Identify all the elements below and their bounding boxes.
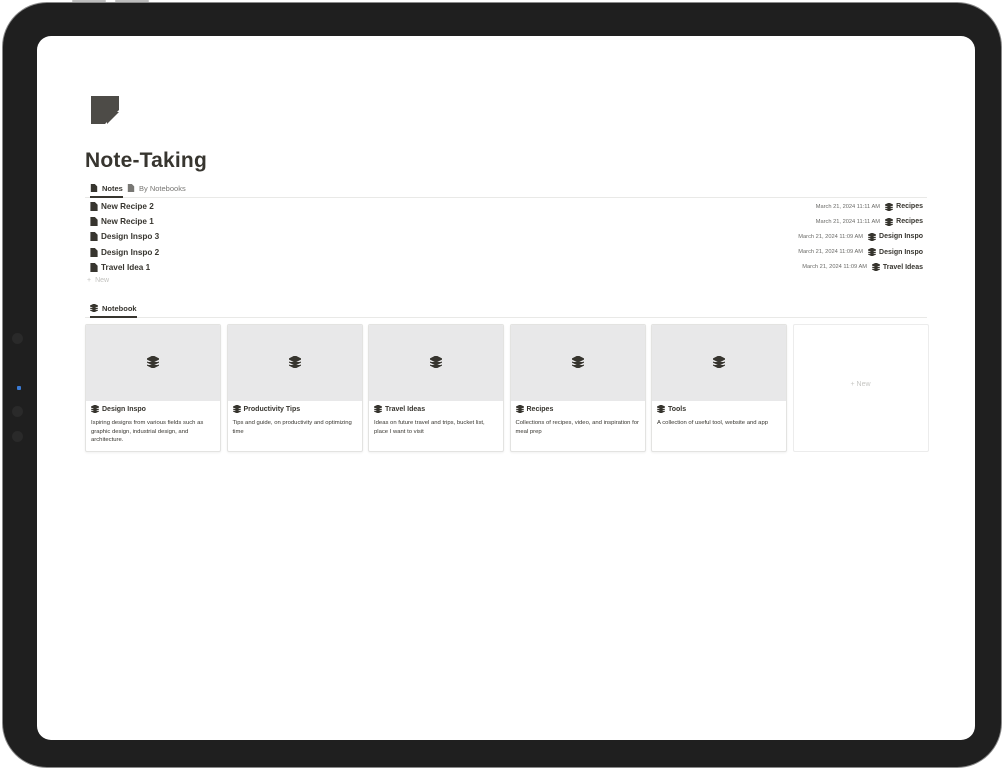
side-button bbox=[12, 333, 23, 344]
note-date: March 21, 2024 11:11 AM bbox=[815, 203, 880, 210]
stack-icon bbox=[516, 405, 524, 413]
card-title bbox=[374, 405, 425, 413]
new-label: New bbox=[95, 277, 110, 284]
card-title bbox=[657, 405, 686, 413]
side-button bbox=[12, 431, 23, 442]
view-tabs bbox=[85, 180, 927, 198]
new-label: New bbox=[856, 381, 871, 388]
stack-icon bbox=[713, 356, 725, 368]
list-item[interactable] bbox=[85, 260, 927, 275]
notebook-label: Travel Ideas bbox=[882, 263, 923, 271]
card-title-text: Design Inspo bbox=[102, 405, 146, 413]
notebook-label: Design Inspo bbox=[879, 248, 923, 256]
notebook-label: Recipes bbox=[896, 218, 923, 226]
card-title-text: Travel Ideas bbox=[385, 405, 426, 413]
stack-icon bbox=[572, 356, 584, 368]
note-date: March 21, 2024 11:11 AM bbox=[815, 218, 880, 225]
note-title: Design Inspo 3 bbox=[101, 232, 160, 242]
stack-icon bbox=[289, 356, 301, 368]
note-notebook[interactable] bbox=[885, 203, 923, 211]
card-title-text: Recipes bbox=[526, 405, 554, 413]
sticky-note-icon bbox=[91, 96, 119, 124]
note-date: March 21, 2024 11:09 AM bbox=[798, 249, 863, 256]
card-description: Ispiring designs from various fields such as graphic design, industrial design, and architecture. bbox=[91, 420, 204, 444]
list-item[interactable] bbox=[85, 214, 927, 229]
note-title: New Recipe 1 bbox=[101, 217, 154, 227]
stack-icon bbox=[885, 218, 893, 226]
power-button bbox=[115, 0, 149, 2]
list-item[interactable] bbox=[85, 199, 927, 214]
stack-icon bbox=[147, 356, 159, 368]
card-title bbox=[233, 405, 301, 413]
notebook-label: Design Inspo bbox=[879, 233, 923, 241]
card-title-text: Tools bbox=[668, 405, 687, 413]
card-title-text: Productivity Tips bbox=[243, 405, 301, 413]
tab-label: Notebook bbox=[102, 303, 137, 313]
card-title bbox=[91, 405, 146, 413]
document-icon bbox=[90, 248, 98, 257]
new-notebook-card[interactable] bbox=[793, 324, 929, 452]
tab-notebook[interactable] bbox=[90, 300, 137, 316]
plus-icon: + bbox=[87, 277, 92, 284]
note-date: March 21, 2024 11:09 AM bbox=[802, 264, 867, 271]
notebook-label: Recipes bbox=[896, 203, 923, 211]
card-description: Collections of recipes, video, and inspiration for meal prep bbox=[515, 420, 639, 435]
note-title: Travel Idea 1 bbox=[101, 262, 151, 272]
new-note-button[interactable] bbox=[87, 277, 109, 284]
stack-icon bbox=[233, 405, 241, 413]
stack-icon bbox=[91, 405, 99, 413]
tab-label: Notes bbox=[102, 183, 123, 193]
card-description: Ideas on future travel and trips, bucket list, place I want to visit bbox=[374, 420, 485, 435]
note-date: March 21, 2024 11:09 AM bbox=[798, 233, 863, 240]
note-title: Design Inspo 2 bbox=[101, 247, 160, 257]
stack-icon bbox=[885, 203, 893, 211]
notebook-card[interactable] bbox=[368, 324, 504, 452]
notebook-card[interactable] bbox=[651, 324, 787, 452]
new-notebook-label bbox=[794, 381, 928, 388]
document-icon bbox=[90, 232, 98, 241]
card-description: Tips and guide, on productivity and optimizing time bbox=[232, 420, 352, 435]
card-cover bbox=[369, 325, 503, 401]
notebook-gallery bbox=[85, 324, 928, 451]
stack-icon bbox=[657, 405, 665, 413]
stack-icon bbox=[90, 304, 98, 312]
note-title: New Recipe 2 bbox=[101, 202, 154, 212]
tab-by-notebooks[interactable] bbox=[127, 180, 186, 196]
card-cover bbox=[228, 325, 362, 401]
list-item[interactable] bbox=[85, 245, 927, 260]
card-description: A collection of useful tool, website and app bbox=[657, 420, 769, 426]
stack-icon bbox=[430, 356, 442, 368]
tablet-frame bbox=[3, 3, 1001, 767]
notebook-card[interactable] bbox=[227, 324, 363, 452]
document-icon bbox=[127, 184, 135, 192]
screen bbox=[37, 36, 975, 740]
note-notebook[interactable] bbox=[885, 218, 923, 226]
note-notebook[interactable] bbox=[868, 233, 923, 241]
volume-button bbox=[72, 0, 106, 2]
document-icon bbox=[90, 263, 98, 272]
stack-icon bbox=[374, 405, 382, 413]
document-icon bbox=[90, 217, 98, 226]
tab-notes[interactable] bbox=[90, 180, 123, 196]
document-icon bbox=[90, 202, 98, 211]
card-cover bbox=[86, 325, 220, 401]
note-notebook[interactable] bbox=[872, 263, 923, 271]
document-icon bbox=[90, 184, 98, 192]
camera-indicator bbox=[17, 386, 21, 390]
notebook-card[interactable] bbox=[510, 324, 646, 452]
stack-icon bbox=[868, 248, 876, 256]
notes-list bbox=[85, 199, 927, 275]
card-cover bbox=[652, 325, 786, 401]
card-cover bbox=[511, 325, 645, 401]
stack-icon bbox=[868, 233, 876, 241]
plus-icon: + bbox=[850, 381, 855, 388]
card-title bbox=[516, 405, 554, 413]
list-item[interactable] bbox=[85, 229, 927, 244]
page-title: Note-Taking bbox=[85, 149, 207, 172]
tab-label: By Notebooks bbox=[139, 183, 186, 193]
side-button bbox=[12, 406, 23, 417]
stack-icon bbox=[872, 263, 880, 271]
notebook-view-tabs bbox=[85, 300, 927, 318]
notebook-card[interactable] bbox=[85, 324, 221, 452]
note-notebook[interactable] bbox=[868, 248, 923, 256]
